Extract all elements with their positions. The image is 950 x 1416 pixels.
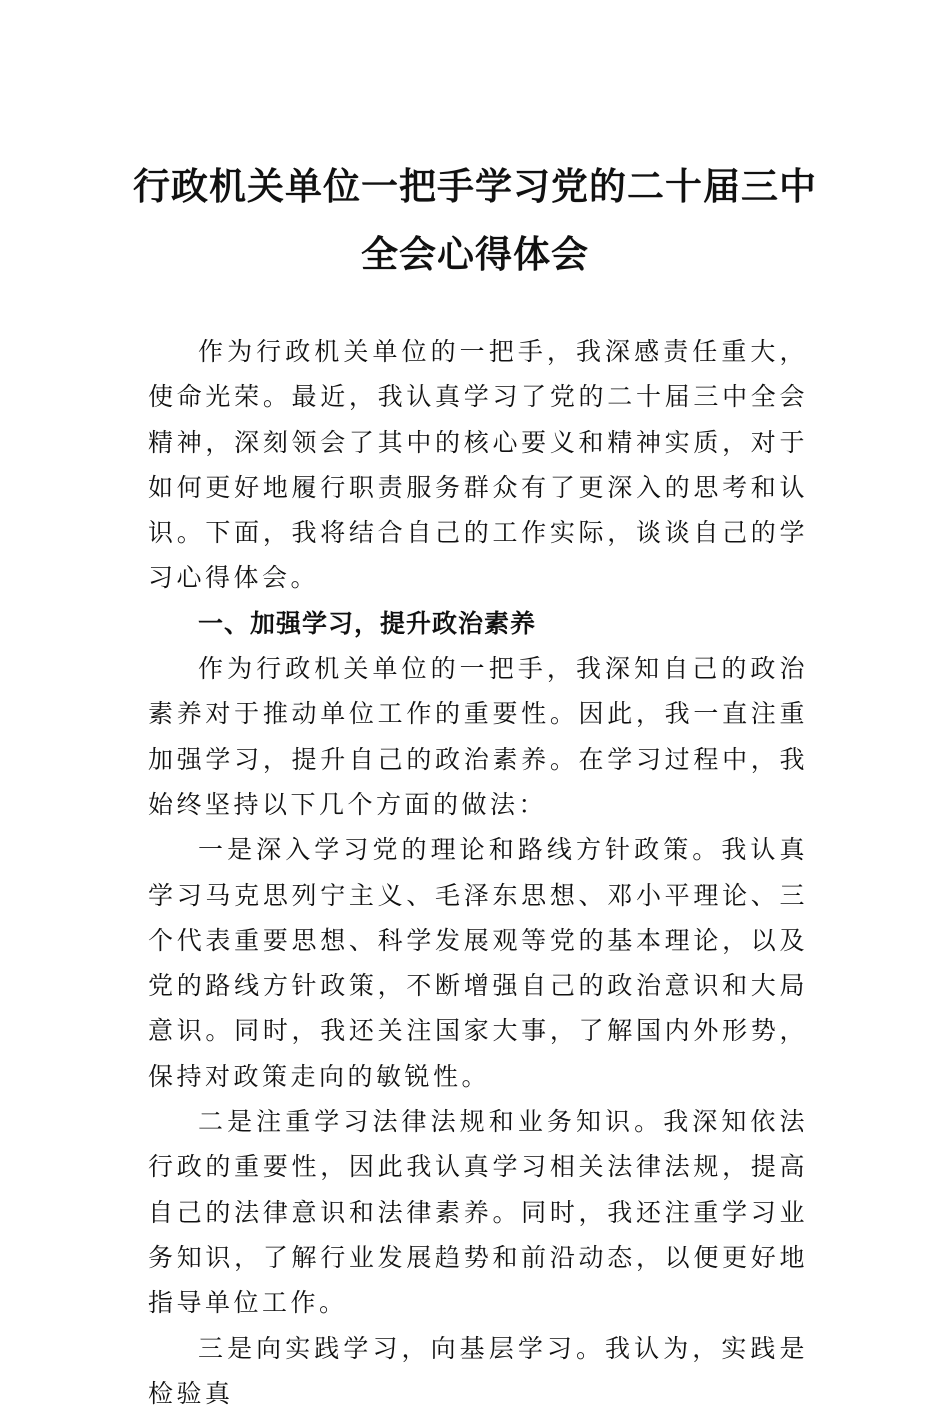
document-title-line-1: 行政机关单位一把手学习党的二十届三中 [133,164,817,208]
paragraph-section-1-intro: 作为行政机关单位的一把手，我深知自己的政治素养对于推动单位工作的重要性。因此，我一直注重加强学习，提升自己的政治素养。在学习过程中，我始终坚持以下几个方面的做法： [148,654,808,819]
section-heading-1: 一、加强学习，提升政治素养 [198,608,537,638]
document-title-line-2: 全会心得体会 [361,232,589,276]
paragraph-point-2: 二是注重学习法律法规和业务知识。我深知依法行政的重要性，因此我认真学习相关法律法规，提高自己的法律意识和法律素养。同时，我还注重学习业务知识，了解行业发展趋势和前沿动态，以便更好地指导单位工作。 [148,1107,808,1318]
document-body [148,329,808,1416]
paragraph-point-1: 一是深入学习党的理论和路线方针政策。我认真学习马克思列宁主义、毛泽东思想、邓小平理论、三个代表重要思想、科学发展观等党的基本理论，以及党的路线方针政策，不断增强自己的政治意识和大局意识。同时，我还关注国家大事，了解国内外形势，保持对政策走向的敏锐性。 [148,835,808,1091]
paragraph-intro: 作为行政机关单位的一把手，我深感责任重大，使命光荣。最近，我认真学习了党的二十届三中全会精神，深刻领会了其中的核心要义和精神实质，对于如何更好地履行职责服务群众有了更深入的思考和认识。下面，我将结合自己的工作实际，谈谈自己的学习心得体会。 [148,337,808,593]
paragraph-point-3: 三是向实践学习，向基层学习。我认为，实践是检验真 [148,1333,808,1408]
